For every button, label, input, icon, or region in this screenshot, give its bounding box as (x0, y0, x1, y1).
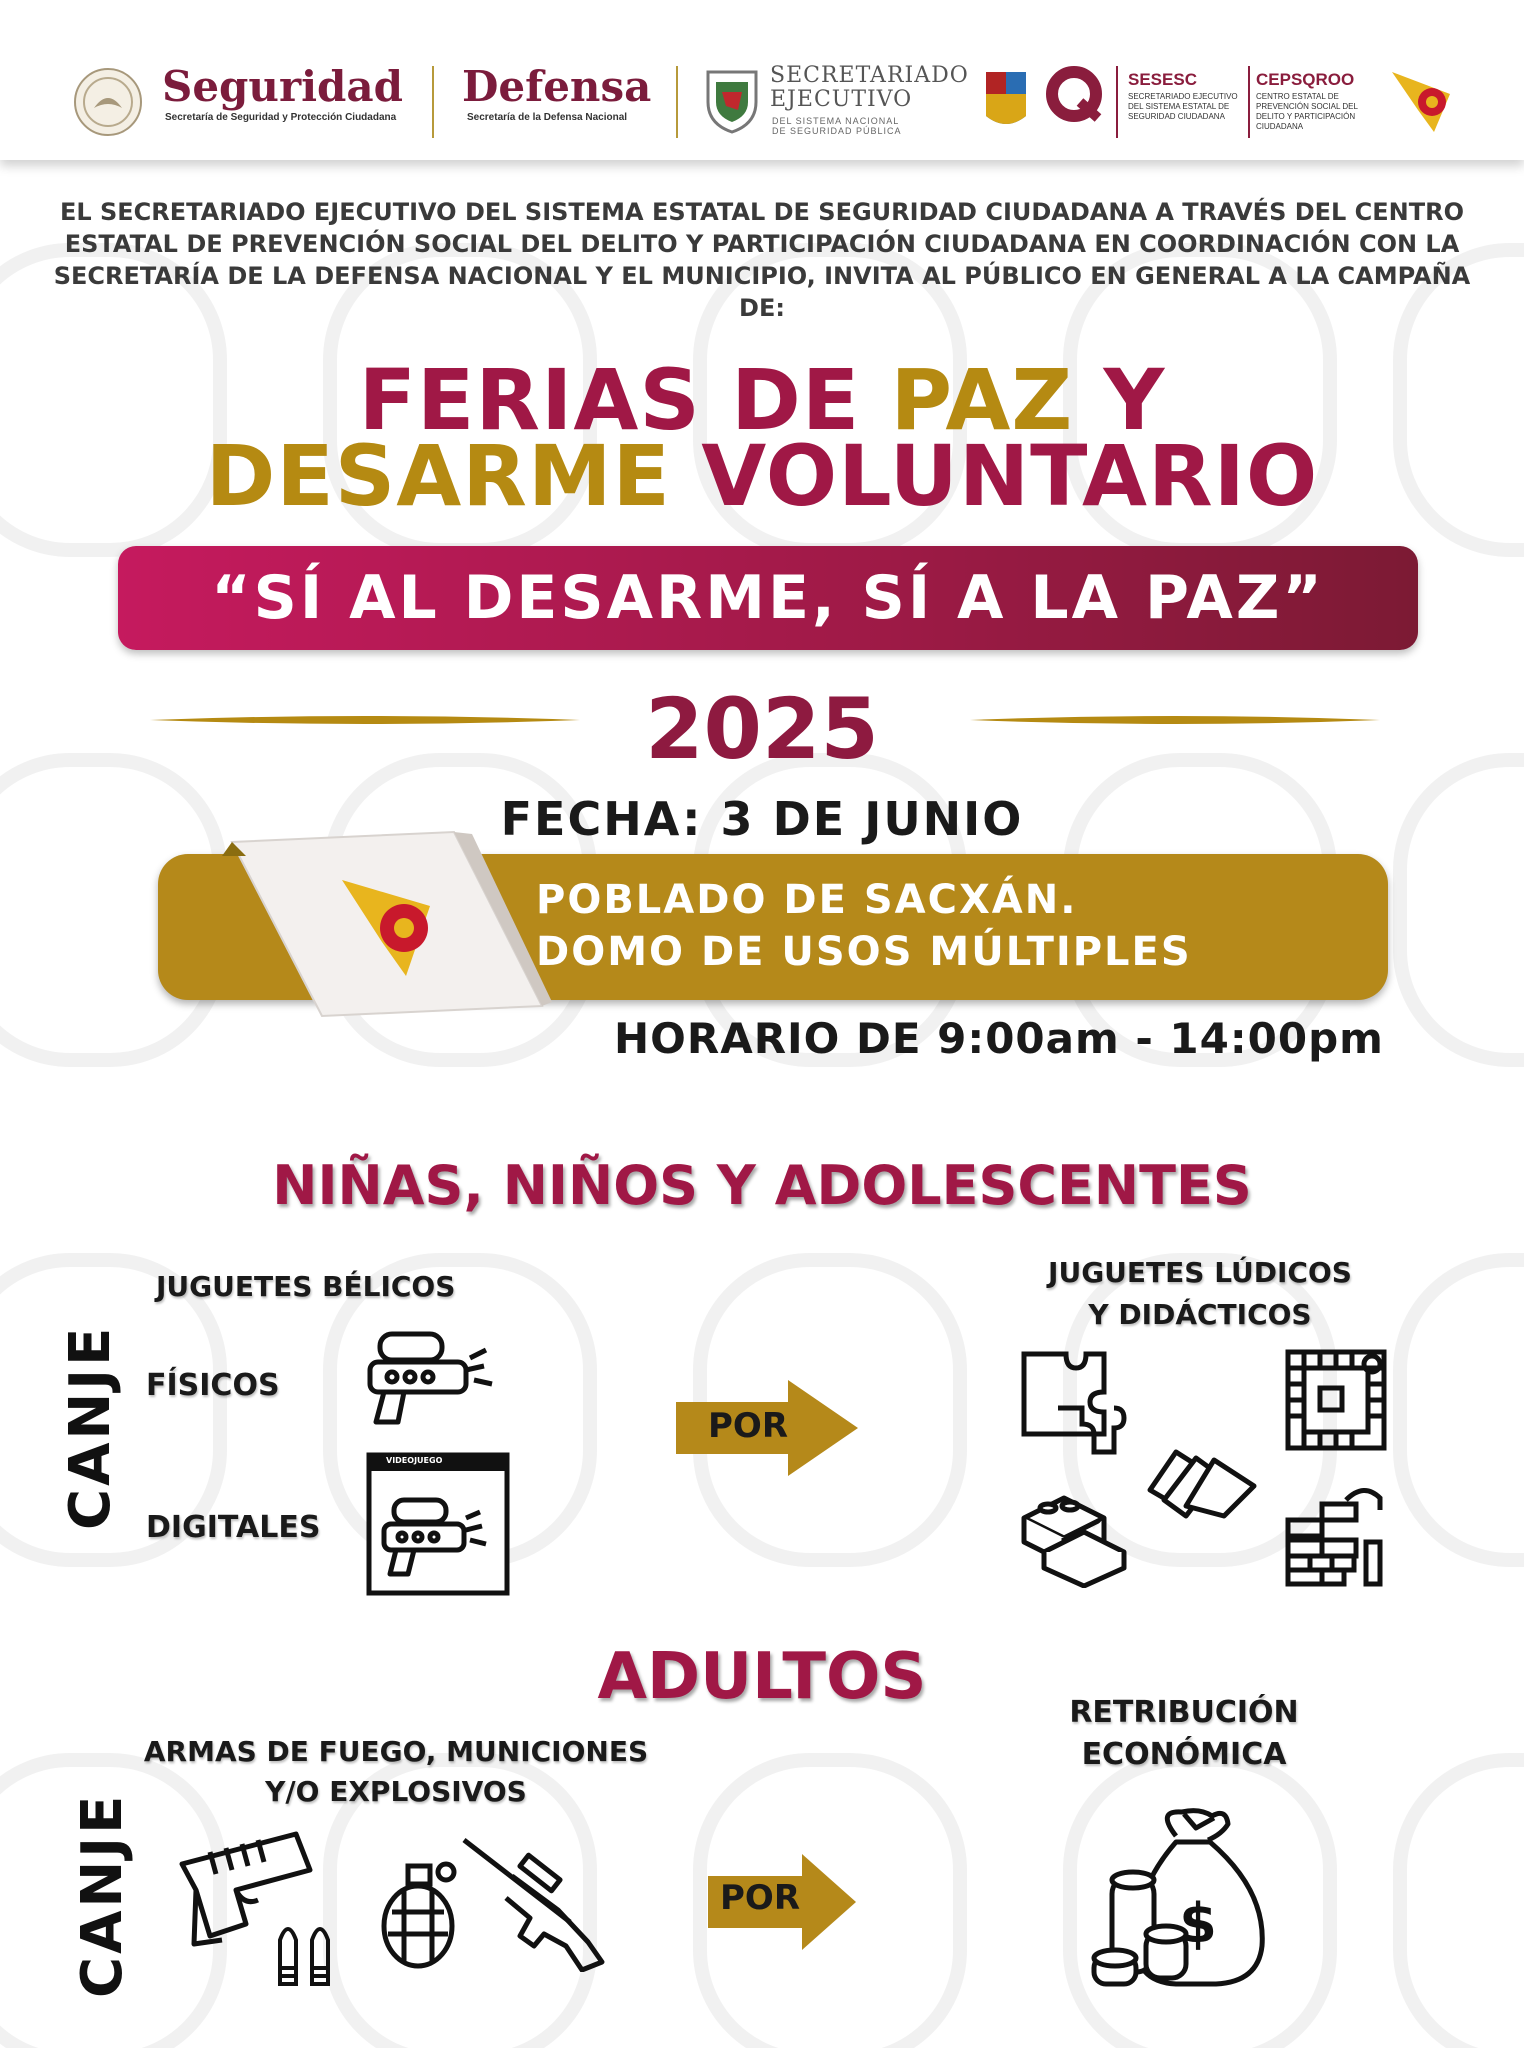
schedule-label: HORARIO DE 9:00am - 14:00pm (614, 1014, 1384, 1063)
slogan-banner (118, 546, 1418, 650)
secretariado-logo-title (770, 64, 969, 112)
state-shield-icon (984, 66, 1028, 134)
fisicos-label: FÍSICOS (146, 1368, 280, 1403)
secretariado-line3: DEL SISTEMA NACIONAL (772, 116, 900, 126)
kids-right-title (940, 1252, 1460, 1336)
bullets-icon (272, 1914, 342, 1990)
puzzle-icon (1018, 1348, 1130, 1460)
kids-right-title-line-2: Y DIDÁCTICOS (1088, 1298, 1312, 1331)
title-part: DESARME (205, 427, 671, 525)
seal-icon (72, 66, 144, 138)
location-line-1: POBLADO DE SACXÁN. (536, 877, 1078, 923)
slogan-text: “SÍ AL DESARME, SÍ A LA PAZ” (211, 563, 1325, 633)
videogame-water-gun-icon (366, 1452, 510, 1596)
digitales-label: DIGITALES (146, 1510, 321, 1545)
folded-ribbon (222, 826, 552, 1026)
secretariado-line4: DE SEGURIDAD PÚBLICA (772, 126, 902, 136)
adults-right-title-line-2: ECONÓMICA (1081, 1737, 1287, 1772)
title-part: Y (1073, 351, 1166, 449)
adults-right-title-line-1: RETRIBUCIÓN (1069, 1695, 1299, 1730)
q-logo-icon (1044, 64, 1104, 134)
blocks-icon (1018, 1478, 1128, 1588)
board-game-icon (1284, 1348, 1388, 1452)
date-label: FECHA: 3 DE JUNIO (500, 792, 1024, 846)
kids-right-title-line-1: JUGUETES LÚDICOS (1048, 1256, 1352, 1289)
header-bar (0, 0, 1524, 160)
cepsqroo-title: CEPSQROO (1256, 70, 1355, 89)
star-logo-icon (1388, 66, 1462, 136)
location-text (536, 874, 1192, 978)
jenga-icon (1284, 1480, 1388, 1588)
sesesc-title: SESESC (1128, 70, 1197, 89)
location-line-2: DOMO DE USOS MÚLTIPLES (536, 929, 1192, 975)
secretariado-line1: SECRETARIADO (770, 63, 969, 88)
cards-icon (1146, 1430, 1258, 1520)
kids-canje-label: CANJE (58, 1324, 123, 1530)
intro-text: EL SECRETARIADO EJECUTIVO DEL SISTEMA ESTATAL DE SEGURIDAD CIUDADANA A TRAVÉS DEL CENTRO ESTATAL DE PREVENCIÓN SOCIAL DEL DELITO Y PARTICIPACIÓN CIUDADANA EN COORDINACIÓN CON LA SECRETARÍA DE LA DEFENSA NACIONAL Y EL MUNICIPIO, INVITA AL PÚBLICO EN GENERAL A LA CAMPAÑA DE: (53, 198, 1471, 322)
divider (1248, 66, 1250, 138)
secretariado-line2: EJECUTIVO (770, 87, 913, 112)
videogame-label: VIDEOJUEGO (386, 1456, 443, 1465)
title-line-2 (0, 427, 1524, 525)
water-gun-icon (364, 1326, 500, 1426)
kids-heading: NIÑAS, NIÑOS Y ADOLESCENTES (272, 1154, 1252, 1217)
money-bag-icon (1086, 1806, 1272, 1992)
title-part: PAZ (890, 351, 1074, 449)
year-label: 2025 (645, 680, 879, 778)
por-label: POR (720, 1878, 801, 1918)
defensa-logo-subtitle: Secretaría de la Defensa Nacional (467, 112, 628, 123)
title-part: VOLUNTARIO (670, 427, 1319, 525)
kids-left-title: JUGUETES BÉLICOS (156, 1270, 456, 1303)
adults-right-title (984, 1692, 1384, 1776)
secretariado-logo-subtitle (772, 116, 902, 136)
adults-canje-label: CANJE (70, 1792, 135, 1998)
adults-heading: ADULTOS (597, 1640, 927, 1714)
svg-text:$: $ (1179, 1892, 1217, 1955)
title-part: FERIAS DE (358, 351, 891, 449)
defensa-logo-title: Defensa (462, 62, 652, 111)
seguridad-logo-title: Seguridad (162, 62, 403, 111)
grenade-icon (376, 1860, 466, 1972)
sesesc-subtitle: SECRETARIADO EJECUTIVO DEL SISTEMA ESTATAL DE SEGURIDAD CIUDADANA (1128, 92, 1238, 121)
shield-logo-icon (704, 66, 760, 134)
seguridad-logo-subtitle: Secretaría de Seguridad y Protección Ciudadana (165, 112, 397, 123)
divider (432, 66, 434, 138)
adults-left-title-line-2: Y/O EXPLOSIVOS (265, 1775, 527, 1808)
rifle-icon (462, 1836, 610, 1972)
divider (676, 66, 678, 138)
adults-left-title-line-1: ARMAS DE FUEGO, MUNICIONES (143, 1735, 649, 1768)
divider (1116, 66, 1118, 138)
adults-left-title (96, 1732, 696, 1812)
cepsqroo-subtitle: CENTRO ESTATAL DE PREVENCIÓN SOCIAL DEL DELITO Y PARTICIPACIÓN CIUDADANA (1256, 92, 1358, 131)
por-label: POR (708, 1406, 789, 1446)
